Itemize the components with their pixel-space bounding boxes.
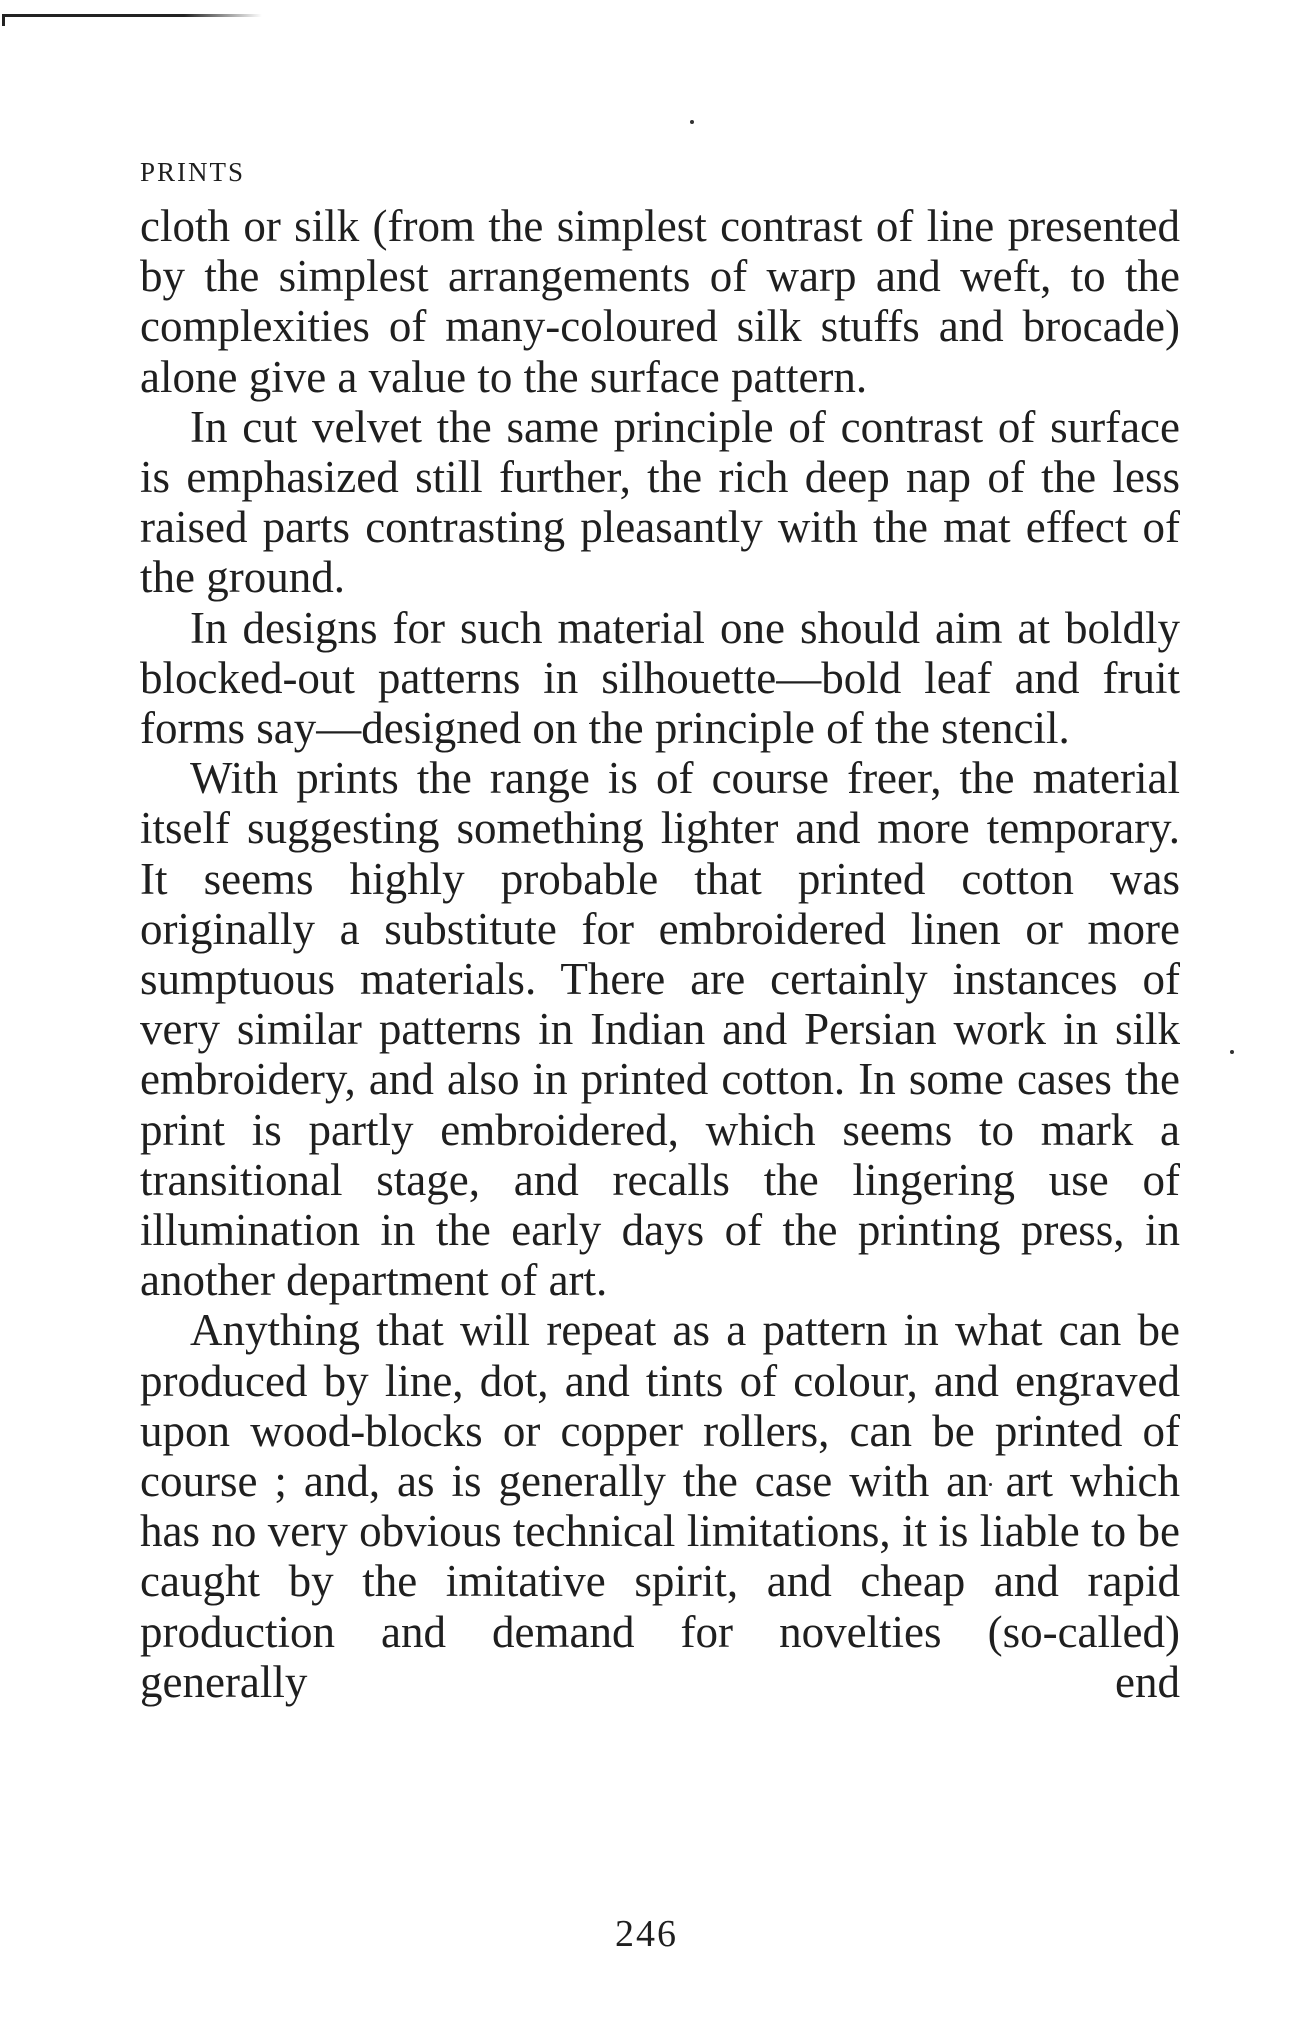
paragraph-3: In designs for such material one should aim at boldly blocked-out patterns in silhouette—bold leaf and fruit forms say—designed on the principle of the stencil. xyxy=(140,602,1180,754)
paragraph-2: In cut velvet the same principle of contrast of surface is emphasized still further, the rich deep nap of the less raised parts contrasting pleasantly with the mat effect of the ground. xyxy=(140,401,1180,603)
page-number: 246 xyxy=(615,1913,678,1955)
print-speck xyxy=(1230,1050,1234,1054)
corner-rule xyxy=(2,14,262,17)
corner-tick xyxy=(2,14,5,26)
paragraph-1: cloth or silk (from the simplest contrast of line presented by the simplest arrangements of warp and weft, to the complexities of many-coloured silk stuffs and brocade) alone give a value to the surface pattern. xyxy=(140,201,1180,402)
paragraph-4: With prints the range is of course freer, the material itself suggesting something lighter and more temporary. It seems highly probable that printed cotton was originally a substitute for embroidered linen or more sumptuous materials. There are certainly instances of very similar patterns in Indian and Persian work in silk embroidery, and also in printed cotton. In some cases the print is partly embroidered, which seems to mark a transitional stage, and recalls the lingering use of illumination in the early days of the printing press, in another department of art. xyxy=(140,753,1180,1306)
paragraph-5: Anything that will repeat as a pattern in what can be produced by line, dot, and tints of colour, and engraved upon wood-blocks or copper rollers, can be printed of course ; and, as is generally the case with an art which has no very obvious technical limitations, it is liable to be caught by the imitative spirit, and cheap and rapid production and demand for novelties (so-called) generally end xyxy=(140,1305,1180,1707)
running-head: PRINTS xyxy=(140,157,246,187)
print-speck xyxy=(690,120,694,124)
body-text xyxy=(140,201,1180,1707)
